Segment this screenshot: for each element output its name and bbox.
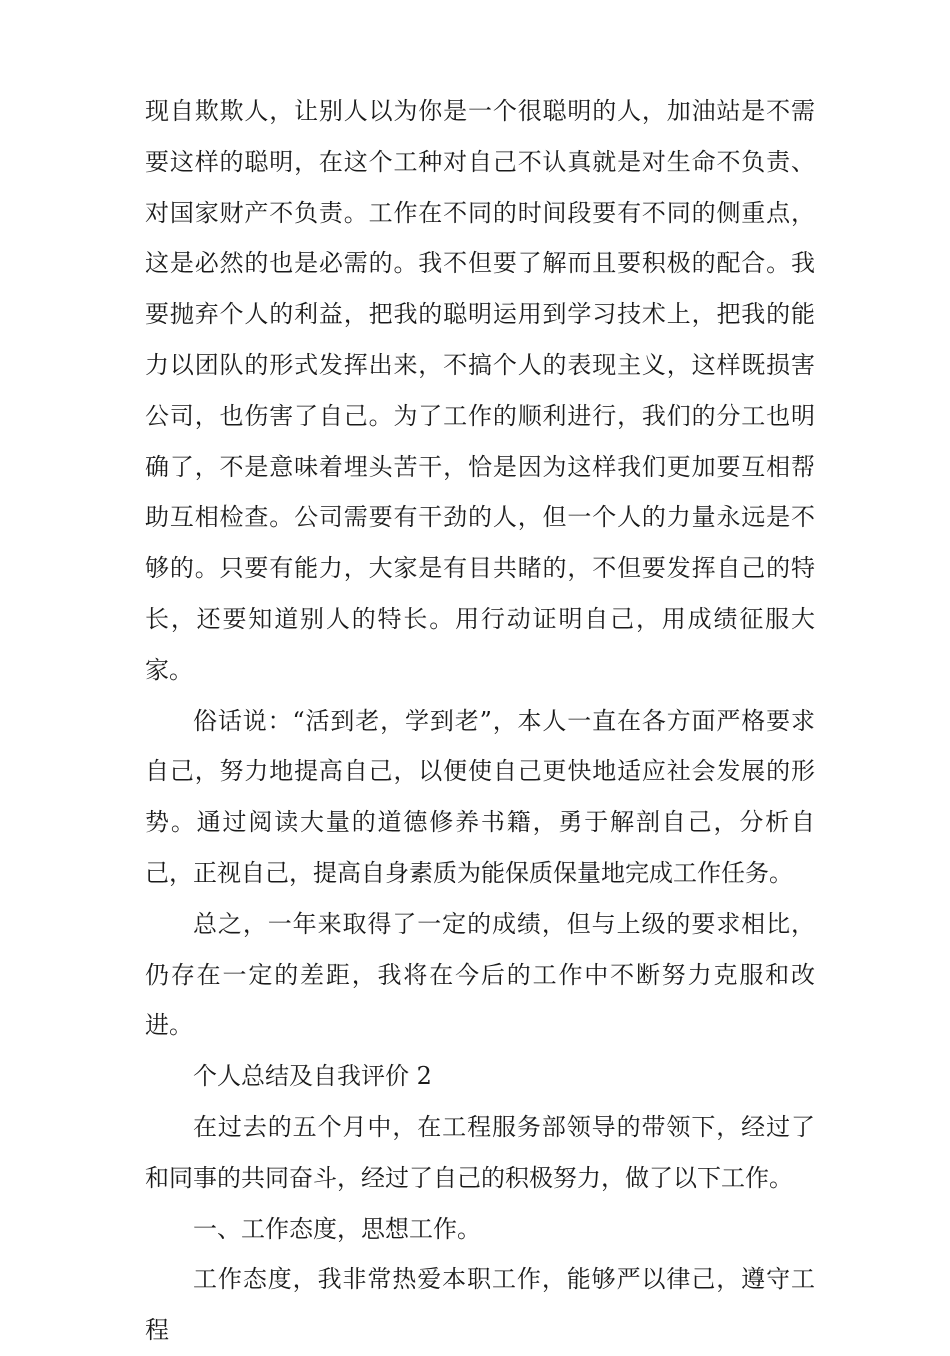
paragraph-conclusion: 总之，一年来取得了一定的成绩，但与上级的要求相比，仍存在一定的差距，我将在今后的工作中不断努力克服和改进。 [145, 909, 815, 1040]
paragraph-continued: 现自欺欺人，让别人以为你是一个很聪明的人，加油站是不需要这样的聪明，在这个工种对自己不认真就是对生命不负责、对国家财产不负责。工作在不同的时间段要有不同的侧重点，这是必然的也是必需的。我不但要了解而且要积极的配合。我要抛弃个人的利益，把我的聪明运用到学习技术上，把我的能力以团队的形式发挥出来，不搞个人的表现主义，这样既损害公司，也伤害了自己。为了工作的顺利进行，我们的分工也明确了，不是意味着埋头苦干，恰是因为这样我们更加要互相帮助互相检查。公司需要有干劲的人，但一个人的力量永远是不够的。只要有能力，大家是有目共睹的，不但要发挥自己的特长，还要知道别人的特长。用行动证明自己，用成绩征服大家。 [145, 97, 815, 684]
subheading-work-attitude: 一、工作态度，思想工作。 [193, 1214, 481, 1243]
paragraph-self-improvement: 俗话说：“活到老，学到老”，本人一直在各方面严格要求自己，努力地提高自己，以便使自己更快地适应社会发展的形势。通过阅读大量的道德修养书籍，勇于解剖自己，分析自己，正视自己，提高自身素质为能保质保量地完成工作任务。 [145, 706, 815, 887]
document-body [145, 86, 815, 1356]
paragraph-intro-five-months: 在过去的五个月中，在工程服务部领导的带领下，经过了和同事的共同奋斗，经过了自己的积极努力，做了以下工作。 [145, 1112, 815, 1192]
section-title-summary-2: 个人总结及自我评价 2 [193, 1062, 432, 1091]
paragraph-work-attitude: 工作态度，我非常热爱本职工作，能够严以律己，遵守工程 [145, 1265, 815, 1345]
